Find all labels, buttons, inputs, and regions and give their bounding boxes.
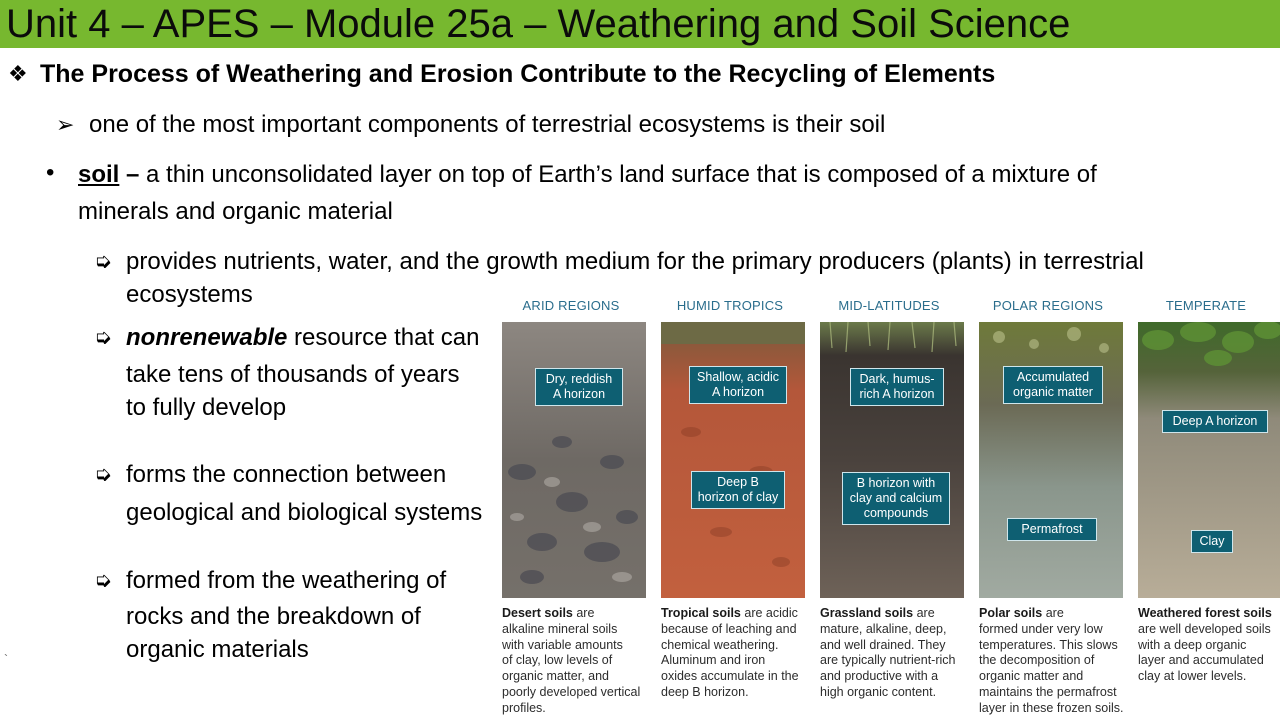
caption-term: Grassland soils [820, 606, 914, 620]
point-2-line-2: take tens of thousands of years [126, 361, 460, 388]
point-1-line-1: provides nutrients, water, and the growth medium for the primary producers (plants) in terrestrial [126, 248, 1144, 275]
point-4-line-2: rocks and the breakdown of [126, 603, 421, 630]
caption-text: are alkaline mineral soils with variable amounts of clay, low levels of organic matter, and poorly developed vertical profiles. [502, 606, 641, 715]
arrow-bullet-icon: ➭ [94, 463, 112, 486]
panel-polar-regions [973, 290, 1123, 720]
panel-caption [979, 606, 1129, 717]
caption-text: are well developed soils with a deep organic layer and accumulated clay at lower levels. [1138, 621, 1271, 684]
horizon-tag: Clay [1191, 530, 1233, 553]
soil-dash: – [119, 161, 140, 188]
arrow-bullet-icon: ➭ [94, 250, 112, 273]
point-4-line-3: organic materials [126, 636, 309, 663]
region-label: POLAR REGIONS [992, 298, 1104, 313]
tropical-soil-photo [661, 322, 805, 598]
panel-caption [502, 606, 652, 717]
caption-term: Weathered forest soils [1138, 606, 1272, 620]
soil-definition-line-1 [78, 159, 1097, 191]
point-2-line-3: to fully develop [126, 394, 287, 421]
title-bar [0, 0, 1280, 48]
forest-soil-photo [1138, 322, 1280, 598]
point-1-line-2: ecosystems [126, 281, 253, 308]
soil-term: soil [78, 161, 120, 188]
arid-soil-photo [502, 322, 646, 598]
arrow-bullet-icon: ➭ [94, 569, 112, 592]
horizon-tag: Permafrost [1007, 518, 1097, 541]
panel-caption [661, 606, 811, 701]
soil-definition-text: a thin unconsolidated layer on top of Earth’s land surface that is composed of a mixture of [139, 161, 1097, 188]
caption-term: Tropical soils [661, 606, 741, 620]
sub-point-text: one of the most important components of terrestrial ecosystems is their soil [89, 111, 886, 138]
panel-humid-tropics [655, 290, 805, 720]
point-4-line-1: formed from the weathering of [126, 567, 447, 594]
horizon-tag: Dry, reddish A horizon [535, 368, 623, 406]
panel-caption [1138, 606, 1280, 685]
point-3-line-1: forms the connection between [126, 461, 447, 488]
arrowhead-bullet-icon: ➢ [56, 112, 75, 137]
caption-term: Polar soils [979, 606, 1043, 620]
caption-text: are acidic because of leaching and chemical weathering. Aluminum and iron oxides accumulate in the deep B horizon. [661, 606, 799, 699]
region-label: TEMPERATE [1165, 298, 1247, 313]
stray-mark: ` [4, 652, 8, 666]
horizon-tag: B horizon with clay and calcium compounds [842, 472, 950, 525]
region-label: MID-LATITUDES [838, 298, 940, 313]
horizon-tag: Deep A horizon [1162, 410, 1268, 433]
panel-arid-regions [496, 290, 646, 720]
slide-title: Unit 4 – APES – Module 25a – Weathering and Soil Science [6, 2, 1071, 46]
point-3-line-2: geological and biological systems [126, 499, 483, 526]
point-2-line-1 [126, 322, 479, 354]
caption-text: are formed under very low temperatures. This slows the decomposition of organic matter and maintains the permafrost layer in these frozen soils. [979, 606, 1124, 715]
arrow-bullet-icon: ➭ [94, 326, 112, 349]
region-label: ARID REGIONS [522, 298, 620, 313]
polar-soil-photo [979, 322, 1123, 598]
soil-definition-line-2: minerals and organic material [78, 198, 393, 225]
horizon-tag: Dark, humus- rich A horizon [850, 368, 944, 406]
dot-bullet-icon: • [46, 159, 55, 186]
point-2-text: resource that can [287, 324, 480, 351]
soil-profiles-figure [496, 290, 1280, 720]
grassland-soil-photo [820, 322, 964, 598]
horizon-tag: Deep B horizon of clay [691, 471, 785, 509]
horizon-tag: Shallow, acidic A horizon [689, 366, 787, 404]
horizon-tag: Accumulated organic matter [1003, 366, 1103, 404]
nonrenewable-term: nonrenewable [126, 324, 288, 351]
caption-term: Desert soils [502, 606, 573, 620]
region-label: HUMID TROPICS [676, 298, 784, 313]
panel-temperate [1132, 290, 1280, 720]
caption-text: are mature, alkaline, deep, and well drained. They are typically nutrient-rich and productive with a high organic content. [820, 606, 956, 699]
section-heading: The Process of Weathering and Erosion Contribute to the Recycling of Elements [40, 60, 996, 88]
diamond-bullet-icon: ❖ [8, 61, 28, 86]
panel-caption [820, 606, 970, 701]
panel-mid-latitudes [814, 290, 964, 720]
